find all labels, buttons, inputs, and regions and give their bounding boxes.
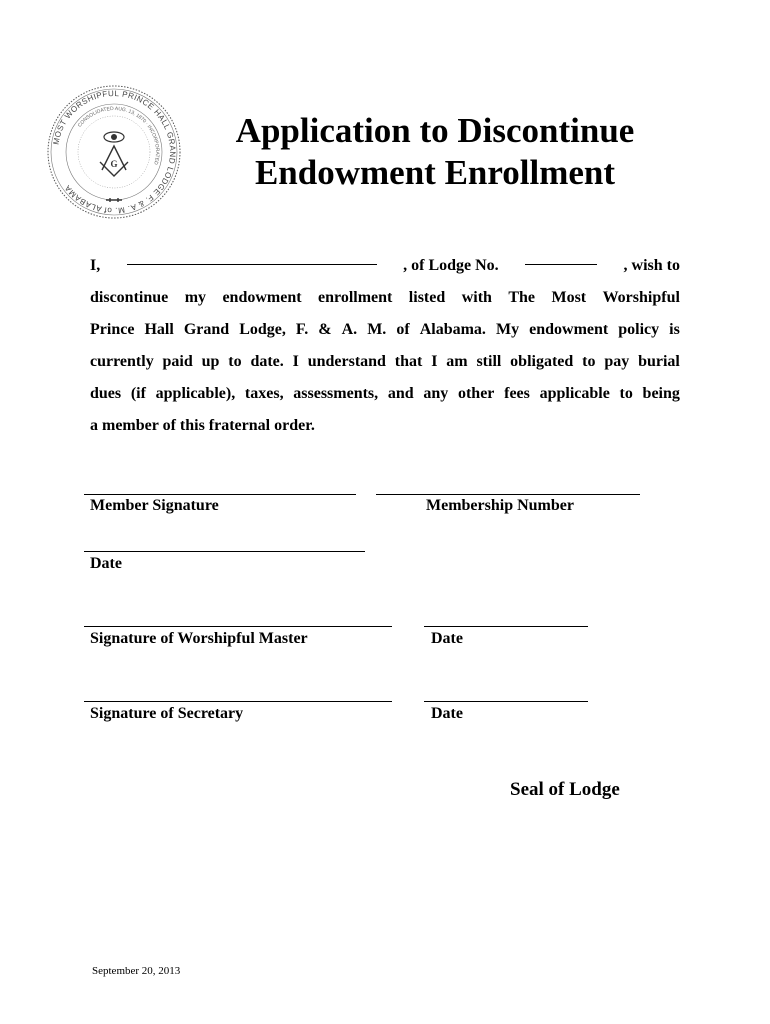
body-word: endowment bbox=[529, 321, 609, 338]
body-word: pay bbox=[604, 353, 630, 370]
document-title bbox=[200, 110, 670, 194]
body-word: my bbox=[184, 289, 207, 306]
worshipful-master-date-label: Date bbox=[431, 630, 463, 647]
body-word: F. bbox=[295, 321, 309, 338]
body-word: listed bbox=[408, 289, 446, 306]
body-word: Worshipful bbox=[602, 289, 680, 306]
body-line-2 bbox=[90, 282, 680, 314]
svg-text:CONSOLIDATED AUG. 13, 1870 · I bbox=[77, 106, 160, 166]
body-word: to bbox=[619, 385, 633, 402]
secretary-date-label: Date bbox=[431, 705, 463, 722]
body-word: any bbox=[423, 385, 449, 402]
body-word: still bbox=[476, 353, 502, 370]
secretary-signature-label: Signature of Secretary bbox=[90, 705, 244, 722]
body-line-5 bbox=[90, 378, 680, 410]
body-word: to bbox=[582, 353, 596, 370]
body-word: paid bbox=[162, 353, 193, 370]
body-word: to bbox=[228, 353, 242, 370]
body-word: date. bbox=[250, 353, 284, 370]
membership-number-label: Membership Number bbox=[426, 497, 574, 514]
body-word: up bbox=[201, 353, 220, 370]
body-word: applicable), bbox=[155, 385, 236, 402]
seal-inner-text: CONSOLIDATED AUG. 13, 1870 · INCORPORATED bbox=[76, 105, 161, 166]
title-line-2: Endowment Enrollment bbox=[254, 153, 616, 192]
body-word: of bbox=[396, 321, 410, 338]
body-word: being bbox=[642, 385, 680, 402]
body-line-1-start: I, bbox=[90, 257, 101, 274]
title-line-1: Application to Discontinue bbox=[235, 111, 635, 150]
body-word: The bbox=[508, 289, 536, 306]
worshipful-master-signature-line[interactable] bbox=[84, 626, 392, 627]
body-line-3 bbox=[90, 314, 680, 346]
footer-date: September 20, 2013 bbox=[92, 965, 181, 977]
body-word: assessments, bbox=[293, 385, 379, 402]
body-word: Hall bbox=[144, 321, 174, 338]
body-word: Grand bbox=[183, 321, 230, 338]
body-word: My bbox=[495, 321, 520, 338]
body-word: M. bbox=[367, 321, 387, 338]
body-word: understand bbox=[307, 353, 386, 370]
body-word: fees bbox=[504, 385, 530, 402]
body-word: burial bbox=[638, 353, 680, 370]
body-word: that bbox=[394, 353, 423, 370]
worshipful-master-date-line[interactable] bbox=[424, 626, 588, 627]
lodge-seal-logo bbox=[44, 82, 184, 222]
member-signature-label: Member Signature bbox=[90, 497, 219, 514]
body-word: applicable bbox=[539, 385, 610, 402]
body-word: Most bbox=[551, 289, 587, 306]
seal-outer-text: MOST WORSHIPFUL PRINCE HALL GRAND LODGE F. & A. M. of ALABAMA bbox=[51, 88, 178, 216]
member-name-field[interactable] bbox=[127, 250, 377, 265]
body-line-1-mid: , of Lodge No. bbox=[403, 257, 499, 274]
body-word: Lodge, bbox=[239, 321, 286, 338]
body-line-6: a member of this fraternal order. bbox=[90, 417, 315, 434]
body-word: enrollment bbox=[318, 289, 393, 306]
body-word: I bbox=[292, 353, 299, 370]
worshipful-master-signature-label: Signature of Worshipful Master bbox=[90, 630, 308, 647]
body-word: currently bbox=[90, 353, 154, 370]
body-word: policy bbox=[618, 321, 660, 338]
body-word: & bbox=[318, 321, 332, 338]
body-word: with bbox=[461, 289, 492, 306]
body-word: endowment bbox=[222, 289, 302, 306]
body-word: (if bbox=[130, 385, 146, 402]
member-date-label: Date bbox=[90, 555, 122, 572]
svg-text:G: G bbox=[110, 159, 118, 169]
body-word: and bbox=[387, 385, 414, 402]
body-line-1-end: , wish to bbox=[623, 257, 680, 274]
seal-of-lodge-label: Seal of Lodge bbox=[510, 779, 620, 800]
body-word: A. bbox=[341, 321, 358, 338]
body-word: I bbox=[431, 353, 438, 370]
member-date-line[interactable] bbox=[84, 551, 365, 552]
body-word: dues bbox=[90, 385, 122, 402]
membership-number-line[interactable] bbox=[376, 494, 640, 495]
body-word: am bbox=[446, 353, 468, 370]
body-word: discontinue bbox=[90, 289, 169, 306]
application-body bbox=[90, 250, 680, 442]
body-word: Prince bbox=[90, 321, 135, 338]
secretary-date-line[interactable] bbox=[424, 701, 588, 702]
body-word: is bbox=[669, 321, 680, 338]
secretary-signature-line[interactable] bbox=[84, 701, 392, 702]
body-word: obligated bbox=[510, 353, 574, 370]
body-word: taxes, bbox=[244, 385, 284, 402]
body-word: Alabama. bbox=[419, 321, 486, 338]
body-line-1 bbox=[90, 250, 680, 282]
lodge-number-field[interactable] bbox=[525, 250, 597, 265]
body-word: other bbox=[457, 385, 495, 402]
body-line-4 bbox=[90, 346, 680, 378]
member-signature-line[interactable] bbox=[84, 494, 356, 495]
